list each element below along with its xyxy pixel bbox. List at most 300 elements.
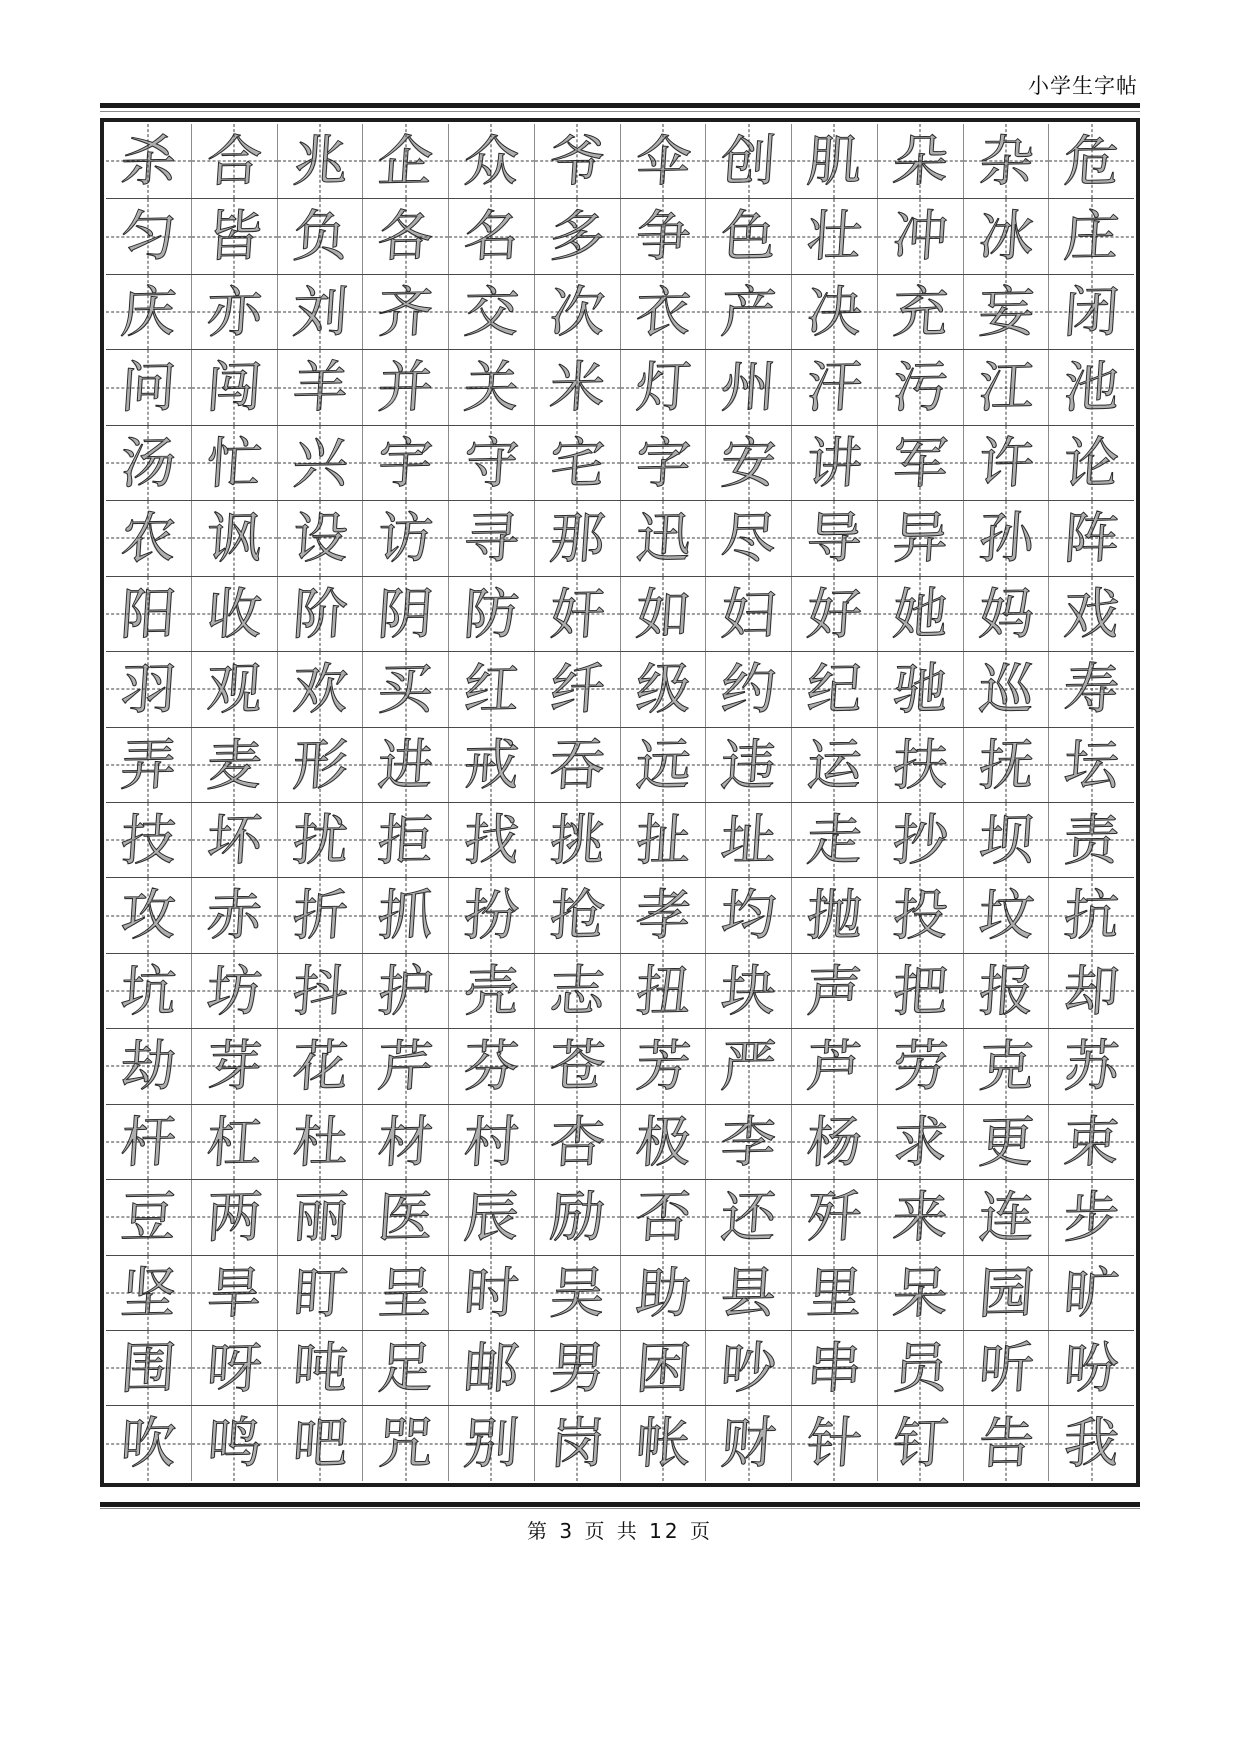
character-cell[interactable] — [792, 652, 878, 726]
character-cell[interactable] — [1049, 652, 1134, 726]
character-cell[interactable] — [106, 199, 192, 273]
character-cell[interactable] — [706, 1029, 792, 1103]
header-divider — [100, 103, 1140, 108]
character-cell[interactable] — [878, 426, 964, 500]
grid-row — [106, 501, 1134, 576]
character-cell[interactable] — [192, 199, 278, 273]
character-cell[interactable] — [449, 577, 535, 651]
practice-character: 约 — [718, 656, 779, 722]
character-cell[interactable] — [792, 124, 878, 198]
character-cell[interactable] — [621, 1406, 707, 1480]
character-cell[interactable] — [535, 501, 621, 575]
character-cell[interactable] — [706, 803, 792, 877]
character-cell[interactable] — [878, 803, 964, 877]
character-cell[interactable] — [363, 577, 449, 651]
practice-character: 助 — [633, 1259, 693, 1325]
practice-character: 吴 — [547, 1259, 607, 1325]
character-cell[interactable] — [449, 1029, 535, 1103]
practice-character: 孙 — [976, 505, 1036, 571]
character-cell[interactable] — [192, 803, 278, 877]
practice-character: 充 — [890, 279, 950, 345]
character-cell[interactable] — [792, 954, 878, 1028]
character-cell[interactable] — [878, 878, 964, 952]
character-cell[interactable] — [106, 1406, 192, 1480]
character-cell[interactable] — [278, 350, 364, 424]
practice-character: 级 — [633, 656, 693, 722]
character-cell[interactable] — [106, 577, 192, 651]
character-cell[interactable] — [192, 1256, 278, 1330]
character-cell[interactable] — [792, 878, 878, 952]
practice-character: 芦 — [804, 1033, 865, 1099]
character-cell[interactable] — [106, 1180, 192, 1254]
character-cell[interactable] — [1049, 199, 1134, 273]
character-cell[interactable] — [706, 1331, 792, 1405]
character-cell[interactable] — [278, 1331, 364, 1405]
practice-character: 劫 — [118, 1033, 179, 1099]
character-cell[interactable] — [449, 1406, 535, 1480]
character-cell[interactable] — [621, 1105, 707, 1179]
practice-character: 那 — [547, 505, 607, 571]
character-cell[interactable] — [792, 199, 878, 273]
character-cell[interactable] — [1049, 577, 1134, 651]
character-cell[interactable] — [964, 1180, 1050, 1254]
character-cell[interactable] — [278, 577, 364, 651]
character-cell[interactable] — [278, 878, 364, 952]
practice-character: 欢 — [290, 656, 350, 722]
character-cell[interactable] — [706, 577, 792, 651]
character-cell[interactable] — [1049, 426, 1134, 500]
character-cell[interactable] — [535, 577, 621, 651]
character-cell[interactable] — [621, 1331, 707, 1405]
grid-row — [106, 426, 1134, 501]
practice-character: 均 — [718, 882, 779, 948]
character-cell[interactable] — [964, 1256, 1050, 1330]
character-cell[interactable] — [449, 1331, 535, 1405]
character-cell[interactable] — [706, 426, 792, 500]
character-cell[interactable] — [278, 275, 364, 349]
page-header — [100, 62, 1140, 108]
grid-row — [106, 728, 1134, 803]
character-cell[interactable] — [192, 652, 278, 726]
practice-character: 问 — [118, 354, 179, 420]
practice-character: 杏 — [547, 1108, 607, 1174]
character-cell[interactable] — [1049, 350, 1134, 424]
character-cell[interactable] — [621, 426, 707, 500]
practice-character: 观 — [204, 656, 264, 722]
character-cell[interactable] — [1049, 1180, 1134, 1254]
practice-character: 丽 — [290, 1184, 350, 1250]
character-cell[interactable] — [535, 275, 621, 349]
character-cell[interactable] — [363, 1256, 449, 1330]
character-cell[interactable] — [621, 652, 707, 726]
character-cell[interactable] — [621, 1256, 707, 1330]
practice-character: 肌 — [804, 128, 865, 194]
character-cell[interactable] — [792, 1406, 878, 1480]
practice-character: 寻 — [461, 505, 522, 571]
practice-character: 衣 — [633, 279, 693, 345]
character-cell[interactable] — [878, 1406, 964, 1480]
character-cell[interactable] — [792, 1331, 878, 1405]
character-cell[interactable] — [363, 1180, 449, 1254]
character-cell[interactable] — [706, 1406, 792, 1480]
character-cell[interactable] — [278, 728, 364, 802]
practice-character: 扰 — [290, 807, 350, 873]
practice-character: 导 — [804, 505, 865, 571]
practice-character: 护 — [375, 957, 436, 1024]
character-cell[interactable] — [363, 954, 449, 1028]
grid-rows-container — [106, 124, 1134, 1481]
character-cell[interactable] — [621, 577, 707, 651]
character-cell[interactable] — [363, 426, 449, 500]
character-cell[interactable] — [278, 199, 364, 273]
character-cell[interactable] — [621, 728, 707, 802]
practice-character: 州 — [718, 354, 779, 420]
practice-character: 鸣 — [204, 1410, 264, 1476]
character-cell[interactable] — [964, 501, 1050, 575]
practice-character: 讽 — [204, 505, 264, 571]
practice-character: 亦 — [204, 279, 264, 345]
practice-character: 足 — [375, 1335, 436, 1401]
character-cell[interactable] — [192, 1331, 278, 1405]
character-cell[interactable] — [1049, 878, 1134, 952]
character-cell[interactable] — [706, 350, 792, 424]
character-cell[interactable] — [706, 1105, 792, 1179]
practice-character: 址 — [718, 807, 779, 873]
character-cell[interactable] — [535, 1331, 621, 1405]
character-cell[interactable] — [192, 728, 278, 802]
character-cell[interactable] — [449, 803, 535, 877]
practice-character: 异 — [890, 505, 950, 571]
character-cell[interactable] — [363, 1331, 449, 1405]
practice-character: 论 — [1061, 429, 1122, 496]
character-cell[interactable] — [621, 275, 707, 349]
character-cell[interactable] — [363, 350, 449, 424]
character-cell[interactable] — [278, 501, 364, 575]
character-cell[interactable] — [792, 501, 878, 575]
practice-character: 来 — [890, 1184, 950, 1250]
character-cell[interactable] — [449, 1256, 535, 1330]
character-cell[interactable] — [706, 1256, 792, 1330]
character-cell[interactable] — [363, 199, 449, 273]
character-cell[interactable] — [449, 878, 535, 952]
character-cell[interactable] — [792, 1256, 878, 1330]
character-cell[interactable] — [621, 954, 707, 1028]
character-cell[interactable] — [792, 275, 878, 349]
character-cell[interactable] — [106, 501, 192, 575]
character-cell[interactable] — [792, 577, 878, 651]
practice-character: 告 — [976, 1410, 1036, 1476]
character-cell[interactable] — [106, 275, 192, 349]
practice-character: 企 — [375, 128, 436, 194]
character-cell[interactable] — [192, 878, 278, 952]
character-cell[interactable] — [621, 1180, 707, 1254]
character-cell[interactable] — [535, 124, 621, 198]
character-cell[interactable] — [878, 1180, 964, 1254]
character-cell[interactable] — [106, 728, 192, 802]
character-cell[interactable] — [535, 350, 621, 424]
character-cell[interactable] — [706, 124, 792, 198]
practice-character: 技 — [118, 807, 179, 873]
character-cell[interactable] — [792, 1105, 878, 1179]
character-cell[interactable] — [278, 1406, 364, 1480]
practice-character: 运 — [804, 731, 865, 797]
character-cell[interactable] — [792, 1180, 878, 1254]
character-cell[interactable] — [535, 878, 621, 952]
character-cell[interactable] — [449, 199, 535, 273]
character-cell[interactable] — [449, 275, 535, 349]
character-cell[interactable] — [363, 803, 449, 877]
character-cell[interactable] — [363, 275, 449, 349]
practice-character: 扯 — [633, 807, 693, 873]
character-cell[interactable] — [363, 124, 449, 198]
practice-character: 困 — [633, 1335, 693, 1401]
character-cell[interactable] — [706, 878, 792, 952]
character-cell[interactable] — [964, 124, 1050, 198]
character-cell[interactable] — [878, 1105, 964, 1179]
character-cell[interactable] — [964, 1029, 1050, 1103]
practice-character: 吧 — [290, 1410, 350, 1476]
character-cell[interactable] — [964, 954, 1050, 1028]
character-cell[interactable] — [535, 652, 621, 726]
character-cell[interactable] — [535, 1029, 621, 1103]
practice-character: 污 — [890, 354, 950, 420]
character-cell[interactable] — [192, 954, 278, 1028]
character-cell[interactable] — [621, 350, 707, 424]
character-cell[interactable] — [535, 426, 621, 500]
character-cell[interactable] — [964, 728, 1050, 802]
character-cell[interactable] — [535, 1105, 621, 1179]
character-cell[interactable] — [1049, 728, 1134, 802]
character-cell[interactable] — [621, 803, 707, 877]
character-cell[interactable] — [449, 124, 535, 198]
character-cell[interactable] — [1049, 1029, 1134, 1103]
character-cell[interactable] — [535, 1256, 621, 1330]
character-cell[interactable] — [192, 501, 278, 575]
character-cell[interactable] — [878, 954, 964, 1028]
character-cell[interactable] — [1049, 124, 1134, 198]
character-cell[interactable] — [706, 954, 792, 1028]
character-cell[interactable] — [1049, 1331, 1134, 1405]
character-cell[interactable] — [535, 954, 621, 1028]
character-cell[interactable] — [192, 1180, 278, 1254]
character-cell[interactable] — [706, 1180, 792, 1254]
practice-character: 男 — [547, 1335, 607, 1401]
practice-character: 束 — [1061, 1108, 1122, 1174]
character-cell[interactable] — [1049, 1256, 1134, 1330]
character-cell[interactable] — [878, 577, 964, 651]
character-cell[interactable] — [878, 1256, 964, 1330]
character-cell[interactable] — [106, 878, 192, 952]
character-cell[interactable] — [278, 1029, 364, 1103]
character-cell[interactable] — [363, 1406, 449, 1480]
character-cell[interactable] — [535, 1406, 621, 1480]
character-cell[interactable] — [192, 1105, 278, 1179]
practice-character: 更 — [976, 1108, 1036, 1174]
character-cell[interactable] — [535, 1180, 621, 1254]
character-cell[interactable] — [278, 803, 364, 877]
character-cell[interactable] — [535, 803, 621, 877]
practice-character: 吨 — [290, 1335, 350, 1401]
character-cell[interactable] — [106, 803, 192, 877]
character-cell[interactable] — [278, 124, 364, 198]
character-cell[interactable] — [449, 501, 535, 575]
character-cell[interactable] — [964, 350, 1050, 424]
practice-character: 羊 — [290, 354, 350, 420]
character-cell[interactable] — [964, 878, 1050, 952]
character-cell[interactable] — [278, 1180, 364, 1254]
character-cell[interactable] — [1049, 501, 1134, 575]
character-cell[interactable] — [106, 1105, 192, 1179]
character-cell[interactable] — [878, 199, 964, 273]
character-cell[interactable] — [449, 954, 535, 1028]
character-cell[interactable] — [192, 275, 278, 349]
character-cell[interactable] — [878, 350, 964, 424]
character-cell[interactable] — [106, 426, 192, 500]
character-cell[interactable] — [192, 350, 278, 424]
character-cell[interactable] — [964, 1105, 1050, 1179]
practice-character: 抛 — [804, 882, 865, 948]
character-cell[interactable] — [449, 1180, 535, 1254]
character-cell[interactable] — [106, 350, 192, 424]
practice-character: 医 — [375, 1184, 436, 1250]
practice-character: 财 — [718, 1410, 779, 1476]
practice-character: 弄 — [118, 731, 179, 797]
character-cell[interactable] — [878, 1029, 964, 1103]
practice-character: 冲 — [890, 203, 950, 269]
character-cell[interactable] — [706, 501, 792, 575]
character-cell[interactable] — [106, 1029, 192, 1103]
practice-character: 抖 — [290, 957, 350, 1024]
character-cell[interactable] — [1049, 1406, 1134, 1480]
character-cell[interactable] — [106, 954, 192, 1028]
practice-character: 讲 — [804, 429, 865, 496]
practice-character: 员 — [890, 1335, 950, 1401]
character-cell[interactable] — [106, 124, 192, 198]
practice-character: 责 — [1061, 807, 1122, 873]
character-cell[interactable] — [106, 1256, 192, 1330]
character-cell[interactable] — [964, 1331, 1050, 1405]
character-cell[interactable] — [1049, 1105, 1134, 1179]
character-cell[interactable] — [449, 426, 535, 500]
character-cell[interactable] — [278, 1256, 364, 1330]
character-cell[interactable] — [192, 577, 278, 651]
character-cell[interactable] — [706, 275, 792, 349]
character-cell[interactable] — [621, 1029, 707, 1103]
practice-character: 芳 — [633, 1033, 693, 1099]
character-cell[interactable] — [278, 652, 364, 726]
character-cell[interactable] — [878, 652, 964, 726]
character-cell[interactable] — [363, 878, 449, 952]
character-cell[interactable] — [192, 1029, 278, 1103]
character-cell[interactable] — [449, 728, 535, 802]
practice-character: 守 — [461, 429, 522, 496]
practice-character: 合 — [204, 128, 264, 194]
character-cell[interactable] — [278, 954, 364, 1028]
character-cell[interactable] — [192, 124, 278, 198]
character-cell[interactable] — [278, 1105, 364, 1179]
character-cell[interactable] — [878, 728, 964, 802]
grid-row — [106, 652, 1134, 727]
practice-character: 块 — [718, 957, 779, 1024]
practice-character: 池 — [1061, 354, 1122, 420]
character-cell[interactable] — [706, 199, 792, 273]
character-cell[interactable] — [1049, 275, 1134, 349]
character-cell[interactable] — [964, 577, 1050, 651]
character-cell[interactable] — [792, 1029, 878, 1103]
grid-row — [106, 1331, 1134, 1406]
character-cell[interactable] — [878, 124, 964, 198]
practice-character: 交 — [461, 279, 522, 345]
character-cell[interactable] — [792, 728, 878, 802]
practice-character: 苏 — [1061, 1033, 1122, 1099]
practice-character: 坛 — [1061, 731, 1122, 797]
practice-character: 坚 — [118, 1259, 179, 1325]
character-cell[interactable] — [192, 1406, 278, 1480]
practice-character: 危 — [1061, 128, 1122, 194]
character-cell[interactable] — [363, 501, 449, 575]
character-cell[interactable] — [363, 652, 449, 726]
practice-character: 各 — [375, 203, 436, 269]
character-cell[interactable] — [363, 1029, 449, 1103]
practice-character: 进 — [375, 731, 436, 797]
character-cell[interactable] — [964, 275, 1050, 349]
character-cell[interactable] — [621, 199, 707, 273]
character-cell[interactable] — [964, 652, 1050, 726]
practice-character: 杆 — [118, 1108, 179, 1174]
character-cell[interactable] — [106, 1331, 192, 1405]
character-cell[interactable] — [363, 1105, 449, 1179]
character-cell[interactable] — [964, 199, 1050, 273]
character-cell[interactable] — [192, 426, 278, 500]
character-cell[interactable] — [449, 652, 535, 726]
practice-character: 时 — [461, 1259, 522, 1325]
character-cell[interactable] — [792, 426, 878, 500]
grid-row — [106, 954, 1134, 1029]
character-cell[interactable] — [1049, 803, 1134, 877]
character-cell[interactable] — [621, 501, 707, 575]
practice-character: 还 — [718, 1184, 779, 1250]
practice-character: 严 — [718, 1033, 779, 1099]
character-cell[interactable] — [106, 652, 192, 726]
character-cell[interactable] — [535, 199, 621, 273]
header-divider-thin — [100, 111, 1140, 112]
character-cell[interactable] — [278, 426, 364, 500]
practice-character: 我 — [1061, 1410, 1122, 1476]
practice-character: 攻 — [118, 882, 179, 948]
character-cell[interactable] — [706, 652, 792, 726]
practice-character: 豆 — [118, 1184, 179, 1250]
character-cell[interactable] — [621, 878, 707, 952]
character-cell[interactable] — [964, 803, 1050, 877]
character-cell[interactable] — [878, 501, 964, 575]
character-cell[interactable] — [621, 124, 707, 198]
character-cell[interactable] — [1049, 954, 1134, 1028]
character-cell[interactable] — [792, 803, 878, 877]
character-cell[interactable] — [449, 1105, 535, 1179]
character-cell[interactable] — [878, 1331, 964, 1405]
character-cell[interactable] — [964, 1406, 1050, 1480]
character-cell[interactable] — [964, 426, 1050, 500]
character-cell[interactable] — [535, 728, 621, 802]
character-cell[interactable] — [792, 350, 878, 424]
character-cell[interactable] — [449, 350, 535, 424]
practice-character: 决 — [804, 279, 865, 345]
practice-character: 找 — [461, 807, 522, 873]
character-cell[interactable] — [706, 728, 792, 802]
character-cell[interactable] — [878, 275, 964, 349]
practice-character: 产 — [718, 279, 779, 345]
character-cell[interactable] — [363, 728, 449, 802]
